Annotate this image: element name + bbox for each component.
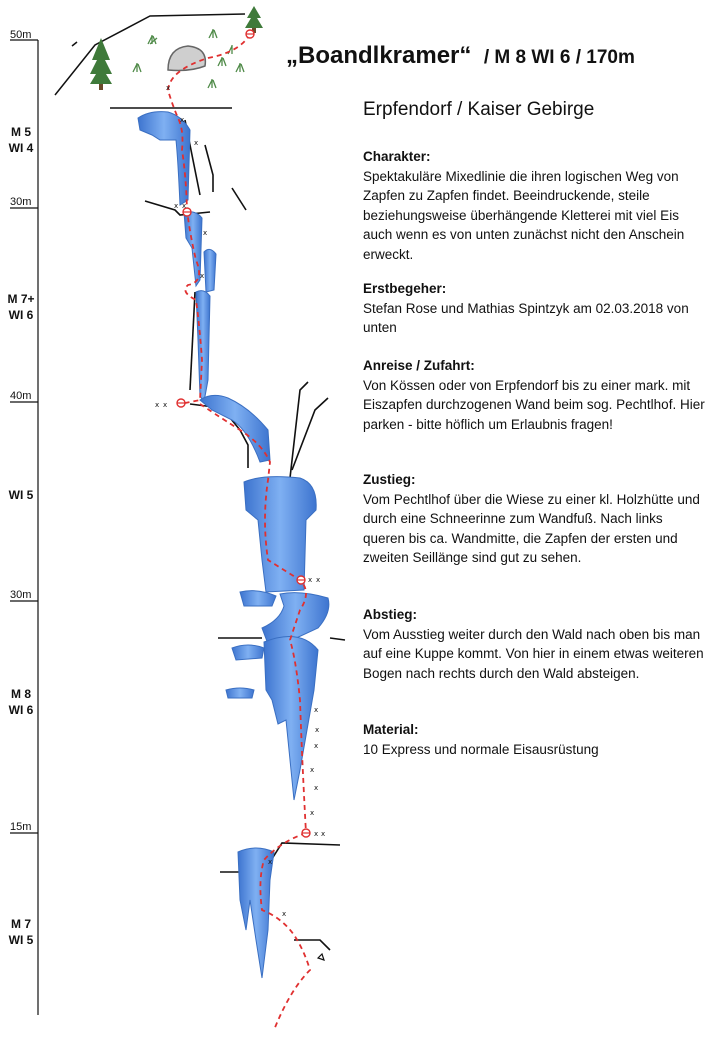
svg-text:x: x [174,202,179,210]
scale-mark-50m: 50m [10,29,32,41]
section-charakter [363,147,708,264]
svg-text:x: x [314,742,319,750]
svg-text:x: x [315,726,320,734]
route-title [286,42,635,70]
svg-text:x: x [203,229,208,237]
scale-mark-30m-lower: 30m [10,589,32,601]
svg-text:x: x [180,116,185,124]
section-heading: Erstbegeher: [363,281,447,296]
section-text: Vom Pechtlhof über die Wiese zu einer kl. Holzhütte und durch eine Schneerinne zum Wandfuß. Nach links queren bis ca. Wandmitte, die Zapfen der ersten und zweiten Seillänge sind gut zu sehen. [363,491,700,565]
section-heading: Anreise / Zufahrt: [363,358,475,373]
svg-text:x: x [194,139,199,147]
svg-text:x: x [155,401,160,409]
section-heading: Material: [363,722,419,737]
pitch-grade-line: WI 4 [8,141,34,155]
pitch-grade-line: WI 6 [8,308,34,322]
pitch-grade-4 [1,686,41,718]
svg-text:x: x [314,784,319,792]
svg-text:x: x [282,910,287,918]
section-heading: Abstieg: [363,607,417,622]
svg-text:x: x [321,830,326,838]
svg-text:x: x [310,809,315,817]
svg-text:x: x [316,576,321,584]
pitch-grade-line: M 7+ [7,292,35,306]
svg-text:x: x [314,830,319,838]
svg-text:x: x [163,401,168,409]
piton-icon [318,954,324,960]
pitch-grade-3 [1,487,41,503]
svg-text:x: x [182,202,187,210]
svg-text:x: x [268,858,273,866]
route-grade: / M 8 WI 6 / 170m [483,47,635,68]
height-scale [10,40,38,1015]
svg-text:x: x [308,576,313,584]
pitch-grade-5 [1,916,41,948]
section-heading: Charakter: [363,149,431,164]
ice-formations [138,112,329,978]
summit-ridge [55,14,245,95]
section-text: 10 Express und normale Eisausrüstung [363,741,599,757]
scale-mark-15m: 15m [10,821,32,833]
section-text: Von Kössen oder von Erpfendorf bis zu einer mark. mit Eiszapfen durchzogenen Wand beim sog. Pechtlhof. Hier parken - bitte höflich um Erlaubnis fragen! [363,377,705,432]
rock-lines [110,108,345,950]
pitch-grade-line: WI 5 [8,933,34,947]
route-location: Erpfendorf / Kaiser Gebirge [363,99,595,120]
pitch-grade-line: WI 5 [8,488,34,502]
section-text: Spektakuläre Mixedlinie die ihren logischen Weg von Zapfen zu Zapfen findet. Beeindruckende, steile beziehungsweise überhängende Kletterei mit viel Eis auch wenn es von unten zunächst nicht den Anschein erweckt. [363,168,685,262]
pitch-grade-line: WI 6 [8,703,34,717]
pitch-grade-1 [1,124,41,156]
section-heading: Zustieg: [363,472,416,487]
scale-mark-30m: 30m [10,196,32,208]
route-name: „Boandlkramer“ [286,42,472,69]
section-material [363,720,708,759]
pitch-grade-line: M 7 [10,917,31,931]
svg-text:x: x [314,706,319,714]
scale-mark-40m: 40m [10,390,32,402]
pitch-grade-line: M 8 [10,687,31,701]
section-text: Stefan Rose und Mathias Spintzyk am 02.03.2018 von unten [363,300,689,335]
section-text: Vom Ausstieg weiter durch den Wald nach oben bis man auf eine Kuppe kommt. Von hier in einem etwas weiteren Bogen nach rechts durch den Wald absteigen. [363,626,704,681]
section-abstieg [363,605,708,683]
pitch-grade-2 [1,291,41,323]
section-anreise [363,356,708,434]
section-erstbegeher [363,279,708,338]
pitch-grade-line: M 5 [10,125,31,139]
svg-text:x: x [166,84,171,92]
svg-text:x: x [310,766,315,774]
section-zustieg [363,470,708,568]
svg-text:x: x [200,272,205,280]
